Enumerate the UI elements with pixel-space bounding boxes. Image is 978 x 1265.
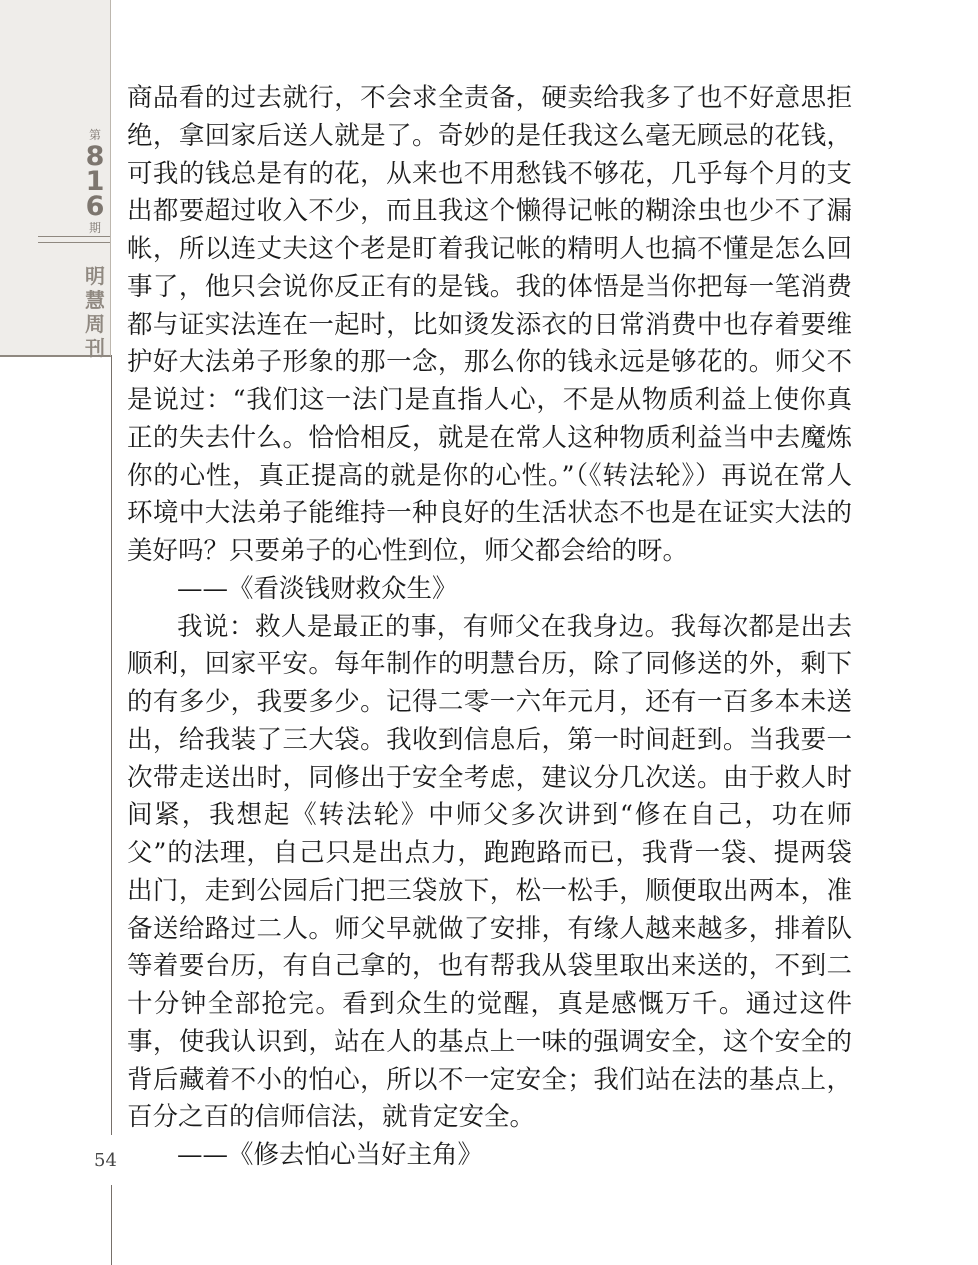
issue-digit: 1 bbox=[85, 166, 105, 197]
tab-divider bbox=[38, 236, 110, 237]
issue-prefix: 第 bbox=[88, 128, 101, 142]
brand-char: 明 bbox=[85, 264, 105, 288]
source-citation: ——《看淡钱财救众生》 bbox=[177, 573, 458, 604]
issue-digit: 8 bbox=[85, 141, 105, 172]
issue-suffix: 期 bbox=[88, 221, 101, 235]
article-body bbox=[127, 80, 852, 1175]
paragraph: 商品看的过去就行，不会求全责备，硬卖给我多了也不好意思拒绝，拿回家后送人就是了。奇妙的是任我这么毫无顾忌的花钱，可我的钱总是有的花，从来也不用愁钱不够花，几乎每个月的支出都要超过收入不少，而且我这个懒得记帐的糊涂虫也少不了漏帐，所以连丈夫这个老是盯着我记帐的精明人也搞不懂是怎么回事了，他只会说你反正有的是钱。我的体悟是当你把每一笔消费都与证实法连在一起时，比如烫发添衣的日常消费中也存着要维护好大法弟子形象的那一念，那么你的钱永远是够花的。师父不是说过：“我们这一法门是直指人心，不是从物质利益上使你真正的失去什么。恰恰相反，就是在常人这种物质利益当中去魔炼你的心性，真正提高的就是你的心性。”（《转法轮》）再说在常人环境中大法弟子能维持一种良好的生活状态不也是在证实大法的美好吗？只要弟子的心性到位，师父都会给的呀。 bbox=[127, 83, 852, 566]
brand-char: 刊 bbox=[85, 336, 105, 360]
tab-divider bbox=[38, 242, 110, 243]
brand-char: 周 bbox=[85, 312, 105, 336]
page-number: 54 bbox=[94, 1150, 117, 1171]
margin-rule bbox=[111, 355, 112, 1135]
sidebar-tab bbox=[0, 0, 111, 360]
publication-name bbox=[80, 264, 110, 360]
issue-digit: 6 bbox=[85, 191, 105, 222]
paragraph: 我说：救人是最正的事，有师父在我身边。我每次都是出去顺利，回家平安。每年制作的明慧台历，除了同修送的外，剩下的有多少，我要多少。记得二零一六年元月，还有一百多本未送出，给我装了三大袋。我收到信息后，第一时间赶到。当我要一次带走送出时，同修出于安全考虑，建议分几次送。由于救人时间紧，我想起《转法轮》中师父多次讲到“修在自己，功在师父”的法理，自己只是出点力，跑跑路而已，我背一袋、提两袋出门，走到公园后门把三袋放下，松一松手，顺便取出两本，准备送给路过二人。师父早就做了安排，有缘人越来越多，排着队等着要台历，有自己拿的，也有帮我从袋里取出来送的，不到二十分钟全部抢完。看到众生的觉醒，真是感慨万千。通过这件事，使我认识到，站在人的基点上一味的强调安全，这个安全的背后藏着不小的怕心，所以不一定安全；我们站在法的基点上，百分之百的信师信法，就肯定安全。 bbox=[127, 611, 852, 1133]
brand-char: 慧 bbox=[85, 288, 105, 312]
margin-rule bbox=[111, 1185, 112, 1265]
issue-number bbox=[78, 126, 112, 237]
source-citation: ——《修去怕心当好主角》 bbox=[177, 1140, 484, 1170]
